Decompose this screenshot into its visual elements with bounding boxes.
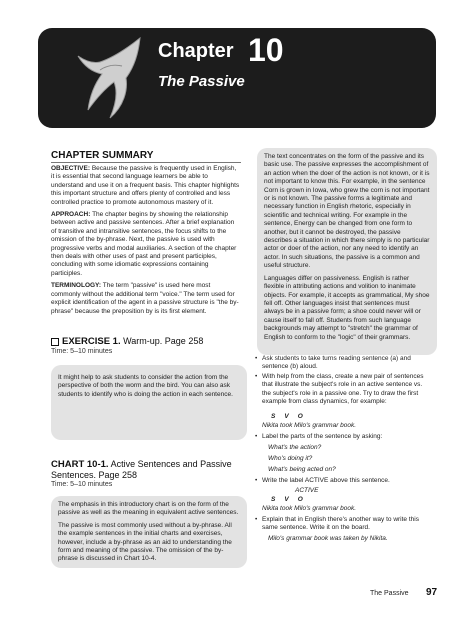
objective-label: OBJECTIVE:	[51, 165, 91, 172]
exercise-1-time: Time: 5–10 minutes	[51, 348, 113, 355]
bullet-5-text: Explain that in English there's another way to write this same sentence. Write it on the board.	[262, 516, 419, 532]
bullet-2: • With help from the class, create a new pair of sentences that illustrate the subject's role in an active sentence vs. the subject's role in a passive one. Try to draw the first example from class dynamics, for example:	[255, 373, 424, 406]
question-doer: Who's doing it?	[268, 455, 313, 462]
objective-text: Because the passive is frequently used in English, it is essential that second language learners be able to understand and use it on a frequent basis. This chapter highlights this important structure and offers plenty of controlled and less controlled practice to promote autonomous mastery of it.	[51, 165, 240, 206]
approach-text: The chapter begins by showing the relationship between active and passive sentences. After a brief explanation of transitive and intransitive sentences, the focus shifts to the omission of the by-phrase. Next, the passive is used with progressive verbs and modal auxiliaries. A section of the chapter then deals with other uses of past and present participles, concluding with some idiomatic expressions containing participles.	[51, 211, 237, 277]
bullet-4: • Write the label ACTIVE above this sentence.	[255, 477, 390, 484]
chart-note-1: The emphasis in this introductory chart is on the form of the passive as well as the meaning in equivalent active sentences.	[58, 501, 239, 517]
chart-10-1-heading	[51, 459, 251, 480]
question-action: What's the action?	[268, 444, 322, 451]
passive-explanation-p1: The text concentrates on the form of the passive and its basic use. The passive expresses the accomplishment of an action when the doer of the action is not known, or it is not important to know this. For example, in the sentence Corn is grown in Iowa, who grew the corn is not important or is not known. The passive forms a legitimate and necessary function in English rhetoric, especially in scientific and technical writing. For example in the sentence, Energy can be changed from one form to another, but it cannot be destroyed, the passive describes a situation in which there simply is no particular actor or doer of the action, nor any need to identify an actor. In such situations, the passive is a common and useful structure.	[264, 153, 430, 270]
bullet-3-text: Label the parts of the sentence by asking:	[262, 433, 383, 440]
passive-explanation-p2: Languages differ on passiveness. English is rather flexible in attributing actions and volition to inanimate objects. For example, it accepts as grammatical, My shoe fell off. Other languages insist that sentences must always be in a passive form; a shoe could never will or cause itself to fall off. Students from such language backgrounds may attempt to "stretch" the grammar of English to conform to the "logic" of their grammars.	[264, 274, 430, 341]
bullet-1: • Ask students to take turns reading sentence (a) and sentence (b) aloud.	[255, 355, 411, 371]
passive-explanation-box	[257, 148, 437, 355]
bullet-3: • Label the parts of the sentence by asking:	[255, 433, 383, 440]
page-number: 97	[426, 587, 438, 598]
chapter-number: 10	[248, 32, 284, 68]
bullet-1-text: Ask students to take turns reading sentence (a) and sentence (b) aloud.	[262, 355, 411, 371]
exercise-1-heading	[51, 336, 203, 347]
terminology-label: TERMINOLOGY:	[51, 282, 102, 290]
summary-body	[51, 165, 241, 320]
chart-note-2: The passive is most commonly used without a by-phrase. All the example sentences in the initial charts and exercises, however, include a by-phrase as an aid to understanding the form and meaning of the passive. The omission of the by-phrase is discussed in Chart 10-4.	[58, 521, 232, 563]
chapter-title: The Passive	[158, 73, 245, 90]
example-sentence-1: Nikita took Milo's grammar book.	[262, 422, 357, 429]
chart-time: Time: 5–10 minutes	[51, 481, 113, 488]
question-acted-on: What's being acted on?	[268, 466, 336, 473]
exercise-1-note-box	[51, 365, 247, 440]
svo-label-2: S V O	[271, 496, 303, 503]
exercise-1-subtitle: Warm-up. Page 258	[123, 336, 204, 346]
bullet-4-text: Write the label ACTIVE above this sentence.	[262, 477, 390, 484]
example-sentence-2: Nikita took Milo's grammar book.	[262, 505, 357, 512]
exercise-1-label: EXERCISE 1.	[62, 336, 121, 347]
summary-rule	[51, 162, 241, 163]
bullet-2-text: With help from the class, create a new pair of sentences that illustrate the subject's role in an active sentence vs. the subject's role in a passive one. Try to draw the first example from class dynamics, for example:	[262, 373, 424, 406]
terminology-text: The term "passive" is used here most commonly without the additional term "voice." The term used for explicit identification of the agent in a passive structure is "the by-phrase" because the preposition by is its first element.	[51, 282, 239, 315]
chart-label: CHART 10-1.	[51, 459, 109, 470]
example-sentence-3: Milo's grammar book was taken by Nikita.	[268, 535, 388, 542]
chart-note-box	[51, 496, 247, 568]
chapter-summary-heading: CHAPTER SUMMARY	[51, 150, 154, 161]
swallow-icon	[70, 30, 150, 125]
footer-section-title: The Passive	[370, 590, 409, 597]
active-label: ACTIVE	[295, 487, 319, 494]
approach-label: APPROACH:	[51, 211, 91, 219]
svo-label-1: S V O	[271, 413, 303, 420]
chapter-label: Chapter	[158, 40, 234, 62]
chart-subtitle: Active Sentences and Passive Sentences. Page 258	[51, 459, 232, 480]
bullet-5: • Explain that in English there's another way to write this same sentence. Write it on the board.	[255, 516, 419, 532]
checkbox-icon	[51, 338, 59, 346]
exercise-1-note: It might help to ask students to consider the action from the perspective of both the worm and the bird. You can also ask students to identify who is doing the action in each sentence.	[58, 374, 233, 398]
